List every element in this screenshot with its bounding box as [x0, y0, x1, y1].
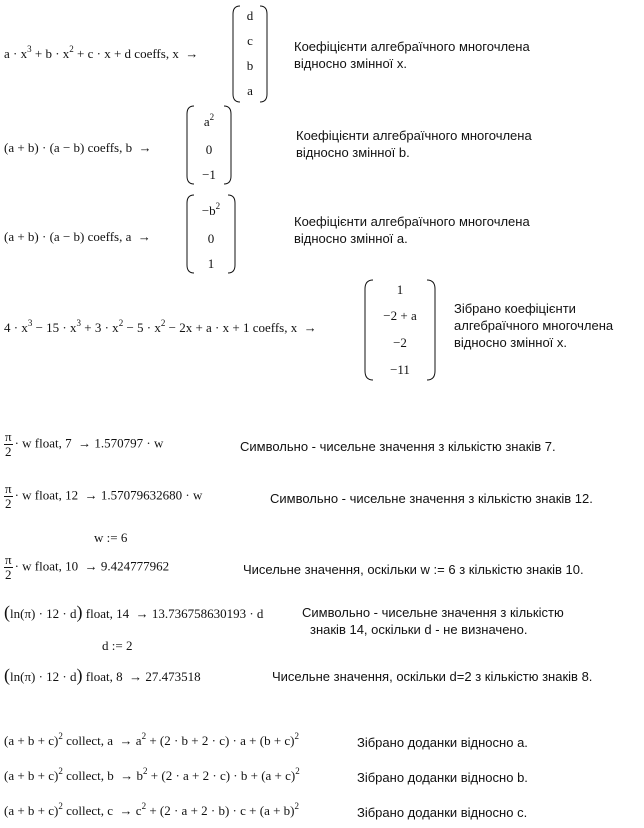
vector-entry: −2: [393, 335, 407, 350]
note-2: Коефіцієнти алгебраїчного многочлена відносно змінної b.: [296, 128, 532, 160]
vector-entry: a: [247, 83, 253, 98]
collect-note-b: Зібрано доданки відносно b.: [357, 770, 528, 785]
float-note-1: Символьно - чисельне значення з кількістю знаків 7.: [240, 439, 556, 454]
vector-entry: 0: [207, 231, 215, 246]
vector-entry: $-b^2$: [201, 201, 221, 218]
coeffs-expression-4: $4 \cdot x^3 - 15 \cdot x^3 + 3 \cdot x^2 - 5 \cdot x^2 - 2x + a \cdot x + 1$ coeffs, x →: [4, 318, 317, 335]
float-expression-4: (ln(π) · 12 · d) float, 14 → 13.736758630193 · d: [4, 602, 264, 622]
note-4: Зібрано коефіцієнти алгебраїчного многочлена відносно змінної x.: [454, 301, 614, 350]
vector-entry: 1: [207, 256, 215, 271]
coeffs-expression-1: $a \cdot x^3 + b \cdot x^2 + c \cdot x + d$ coeffs, x →: [4, 44, 199, 61]
float-expression-5: (ln(π) · 12 · d) float, 8 → 27.473518: [4, 665, 201, 685]
vector-entry: −11: [390, 362, 410, 377]
float-expression-1: $\frac{\pi}{2}$ · w float, 7 → 1.570797 · w: [5, 429, 164, 459]
float-note-5: Чисельне значення, оскільки d=2 з кількістю знаків 8.: [272, 669, 593, 684]
vector-entry: −2 + a: [383, 308, 417, 323]
collect-expression-c: $(a + b + c)^2$ collect, $c \to c^2 + (2 \cdot a + 2 \cdot b) \cdot c + (a + b)^2$: [4, 801, 300, 818]
float-expression-3: $\frac{\pi}{2}$ · w float, 10 → 9.424777962: [5, 552, 170, 582]
vector-entry: c: [247, 33, 253, 48]
float-expression-2: $\frac{\pi}{2}$ · w float, 12 → 1.57079632680 · w: [5, 481, 203, 511]
vector-entry: −1: [202, 167, 216, 182]
result-vector-1: [232, 4, 268, 104]
result-vector-4: [364, 278, 436, 382]
vector-entry: 1: [396, 282, 404, 297]
float-note-4: Символьно - чисельне значення з кількістю знаків 14, оскільки d - не визначено.: [302, 605, 564, 637]
result-vector-3: [186, 193, 236, 275]
assignment-w: w := 6: [94, 530, 128, 545]
assignment-d: d := 2: [102, 638, 133, 653]
note-1: Коефіцієнти алгебраїчного многочлена відносно змінної x.: [294, 39, 530, 71]
result-vector-2: [186, 104, 232, 186]
vector-entry: d: [246, 8, 254, 23]
collect-expression-a: $(a + b + c)^2$ collect, $a \to a^2 + (2 \cdot b + 2 \cdot c) \cdot a + (b + c)^2$: [4, 731, 300, 748]
coeffs-expression-3: (a + b) · (a − b) coeffs, a →: [4, 229, 151, 244]
collect-note-c: Зібрано доданки відносно c.: [357, 805, 528, 820]
float-note-3: Чисельне значення, оскільки w := 6 з кількістю знаків 10.: [243, 562, 584, 577]
float-note-2: Символьно - чисельне значення з кількістю знаків 12.: [270, 491, 593, 506]
vector-entry: b: [246, 58, 254, 73]
coeffs-expression-2: (a + b) · (a − b) coeffs, b →: [4, 140, 152, 155]
note-3: Коефіцієнти алгебраїчного многочлена відносно змінної a.: [294, 214, 530, 246]
vector-entry: $a^2$: [203, 112, 215, 129]
vector-entry: 0: [205, 142, 213, 157]
collect-expression-b: $(a + b + c)^2$ collect, $b \to b^2 + (2 \cdot a + 2 \cdot c) \cdot b + (a + c)^2$: [4, 766, 300, 783]
collect-note-a: Зібрано доданки відносно a.: [357, 735, 528, 750]
